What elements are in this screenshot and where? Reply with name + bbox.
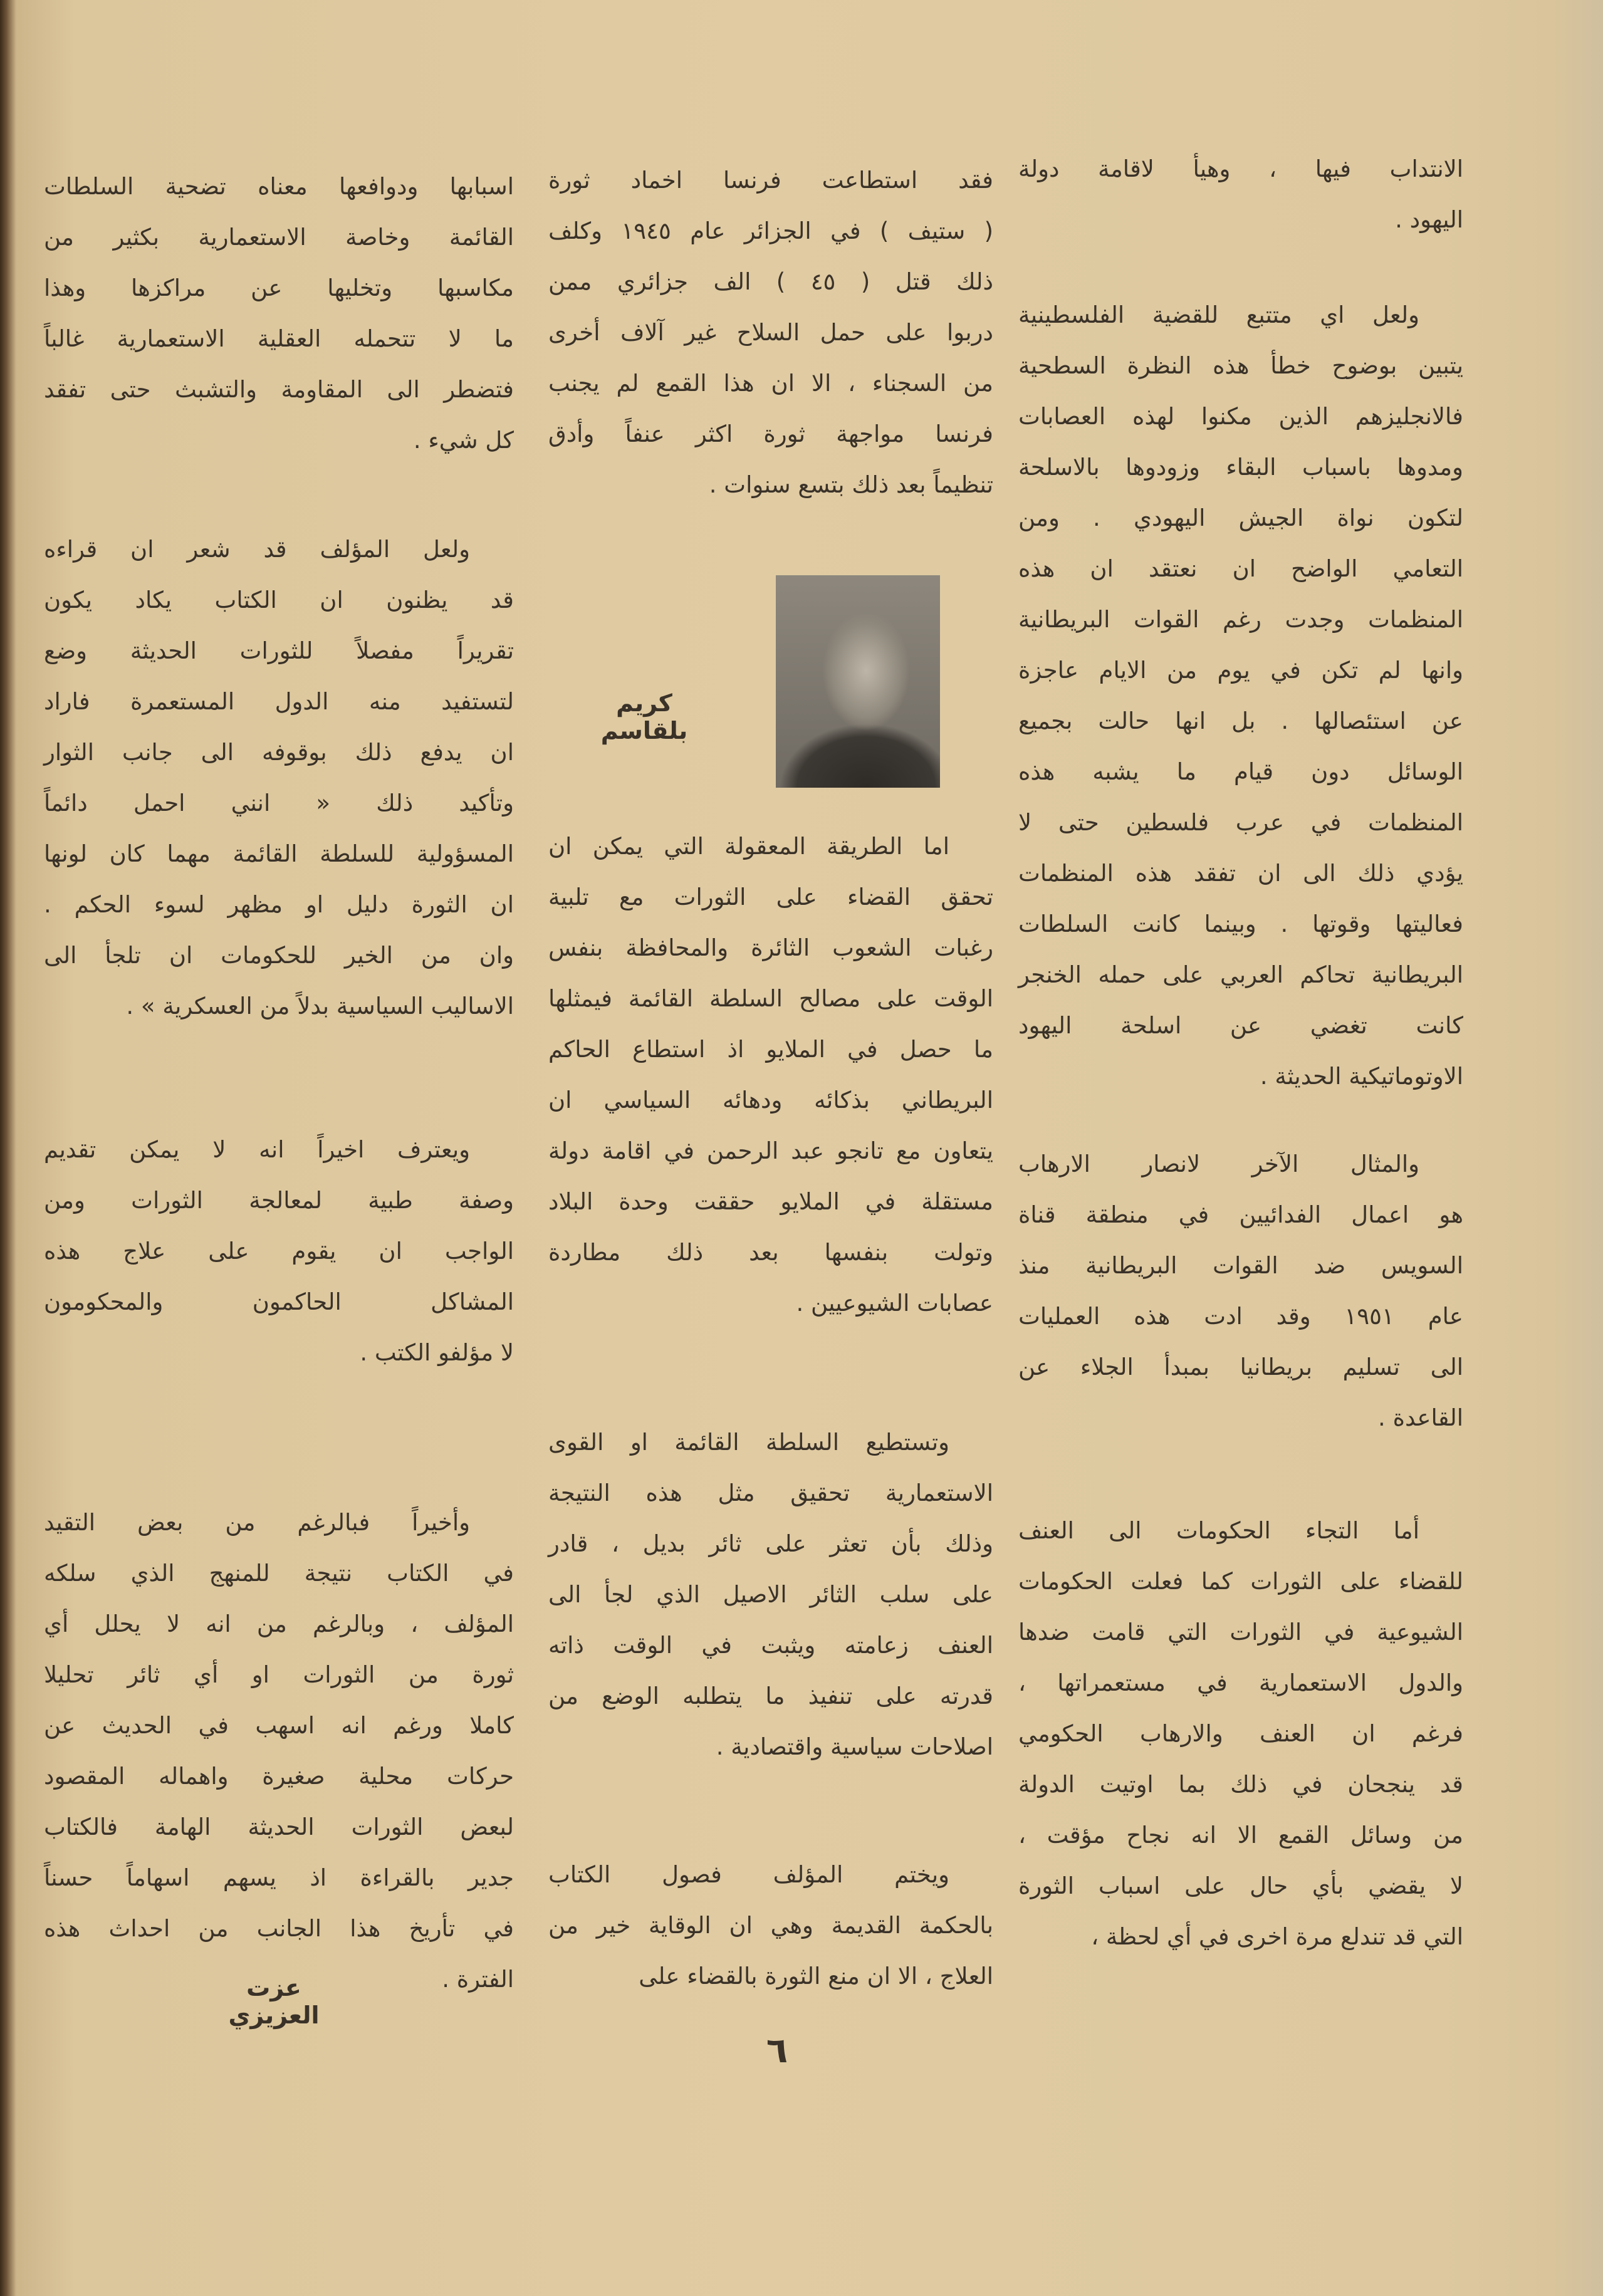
text-line: أما التجاء الحكومات الى العنف xyxy=(1018,1517,1419,1544)
text-line: ذلك قتل ( ٤٥ ) الف جزائري ممن xyxy=(548,268,994,295)
text-line: قدرته على تنفيذ ما يتطلبه الوضع من xyxy=(548,1683,993,1709)
text-line: لبعض الثورات الحديثة الهامة فالكتاب xyxy=(44,1813,514,1840)
text-line: للقضاء على الثورات كما فعلت الحكومات xyxy=(1018,1568,1463,1595)
text-line: الشيوعية في الثورات التي قامت ضدها xyxy=(1018,1619,1463,1646)
photo-caption: كريم بلقاسم xyxy=(600,689,688,744)
text-line: عصابات الشيوعيين . xyxy=(796,1290,993,1317)
paragraph xyxy=(1018,144,1463,245)
text-line: يتعاون مع تانجو عبد الرحمن في اقامة دولة xyxy=(548,1137,993,1164)
text-line: ان الثورة دليل او مظهر لسوء الحكم . xyxy=(44,891,514,918)
text-line: الوسائل دون قيام ما يشبه هذه xyxy=(1018,758,1463,785)
text-line: حركات محلية صغيرة واهماله المقصود xyxy=(44,1763,514,1790)
text-line: دربوا على حمل السلاح غير آلاف أخرى xyxy=(548,319,993,346)
text-line: ان يدفع ذلك بوقوفه الى جانب الثوار xyxy=(44,739,514,766)
paragraph xyxy=(44,1497,514,2005)
text-line: جدير بالقراءة اذ يسهم اسهاماً حسناً xyxy=(44,1864,514,1891)
text-line: ولعل اي متتبع للقضية الفلسطينية xyxy=(1018,301,1419,328)
text-line: العنف زعامته ويثبت في الوقت ذاته xyxy=(548,1632,993,1659)
text-line: لا مؤلفو الكتب . xyxy=(360,1339,514,1366)
text-line: الاستعمارية تحقيق مثل هذه النتيجة xyxy=(548,1479,993,1506)
text-line: كانت تغضي عن اسلحة اليهود xyxy=(1018,1012,1463,1039)
paragraph xyxy=(1018,290,1463,1102)
page-number: ٦ xyxy=(766,2030,788,2071)
text-line: الوقت على مصالح السلطة القائمة فيمثلها xyxy=(548,985,993,1012)
text-line: المؤلف ، وبالرغم من انه لا يحلل أي xyxy=(44,1610,514,1637)
text-line: يؤدي ذلك الى ان تفقد هذه المنظمات xyxy=(1018,860,1463,887)
paragraph xyxy=(548,1417,993,1772)
text-line: وصفة طبية لمعالجة الثورات ومن xyxy=(44,1187,514,1214)
text-line: الواجب ان يقوم على علاج هذه xyxy=(44,1238,514,1265)
text-line: التعامي الواضح ان نعتقد ان هذه xyxy=(1018,555,1463,582)
text-line: ما حصل في الملايو اذ استطاع الحاكم xyxy=(548,1036,993,1063)
text-line: قد يظنون ان الكتاب يكاد يكون xyxy=(44,587,514,613)
text-line: العلاج ، الا ان منع الثورة بالقضاء على xyxy=(639,1963,993,1990)
text-line: السويس ضد القوات البريطانية منذ xyxy=(1018,1252,1463,1279)
text-line: فقد استطاعت فرنسا اخماد ثورة xyxy=(548,167,993,194)
text-line: رغبات الشعوب الثائرة والمحافظة بنفس xyxy=(548,934,993,961)
text-line: في تأريخ هذا الجانب من احداث هذه xyxy=(44,1915,514,1942)
text-line: تنظيماً بعد ذلك بتسع سنوات . xyxy=(709,471,993,498)
text-line: الاوتوماتيكية الحديثة . xyxy=(1260,1063,1463,1090)
paragraph xyxy=(1018,1139,1463,1443)
paragraph xyxy=(1018,1505,1463,1962)
text-line: كل شيء . xyxy=(413,427,514,454)
text-line: المنظمات وجدت رغم القوات البريطانية xyxy=(1018,606,1463,633)
text-line: ولعل المؤلف قد شعر ان قراءه xyxy=(44,536,470,563)
text-line: الفترة . xyxy=(442,1966,514,1993)
text-line: فرغم ان العنف والارهاب الحكومي xyxy=(1018,1720,1463,1747)
text-line: ومدوها باسباب البقاء وزودوها بالاسلحة xyxy=(1018,454,1463,481)
text-line: الانتداب فيها ، وهيأ لاقامة دولة xyxy=(1018,155,1463,182)
text-line: القائمة وخاصة الاستعمارية بكثير من xyxy=(44,224,514,251)
text-line: تقريراً مفصلاً للثورات الحديثة وضع xyxy=(44,637,514,664)
text-line: تحقق القضاء على الثورات مع تلبية xyxy=(548,884,993,911)
text-line: من وسائل القمع الا انه نجاح مؤقت ، xyxy=(1018,1822,1463,1849)
text-line: فعاليتها وقوتها . وبينما كانت السلطات xyxy=(1018,911,1463,937)
text-line: والدول الاستعمارية في مستعمراتها ، xyxy=(1018,1669,1463,1696)
text-line: يتبين بوضوح خطأ هذه النظرة السطحية xyxy=(1018,352,1463,379)
text-line: فتضطر الى المقاومة والتشبث حتى تفقد xyxy=(44,376,514,403)
text-line: والمثال الآخر لانصار الارهاب xyxy=(1018,1151,1419,1177)
text-line: مستقلة في الملايو حققت وحدة البلاد xyxy=(548,1188,993,1215)
text-line: ويختم المؤلف فصول الكتاب xyxy=(548,1861,949,1888)
text-line: وتستطيع السلطة القائمة او القوى xyxy=(548,1429,949,1456)
text-line: بالحكمة القديمة وهي ان الوقاية خير من xyxy=(548,1912,993,1939)
paragraph xyxy=(44,1124,514,1378)
text-line: لتستفيد منه الدول المستعمرة فاراد xyxy=(44,688,514,715)
text-line: وأخيراً فبالرغم من بعض التقيد xyxy=(44,1509,470,1536)
text-line: وان من الخير للحكومات ان تلجأ الى xyxy=(44,942,514,969)
text-line: لتكون نواة الجيش اليهودي . ومن xyxy=(1018,504,1463,531)
text-line: اصلاحات سياسية واقتصادية . xyxy=(716,1733,993,1760)
text-line: لا يقضي بأي حال على اسباب الثورة xyxy=(1018,1872,1463,1899)
text-line: كاملا ورغم انه اسهب في الحديث عن xyxy=(44,1712,514,1739)
text-line: البريطانية تحاكم العربي على حمله الخنجر xyxy=(1018,961,1463,988)
paragraph xyxy=(548,155,993,510)
text-line: القاعدة . xyxy=(1378,1404,1463,1431)
text-line: التي قد تندلع مرة اخرى في أي لحظة ، xyxy=(1091,1923,1463,1950)
paragraph xyxy=(44,161,514,466)
text-line: ثورة من الثورات او أي ثائر تحليلا xyxy=(44,1661,514,1688)
text-line: من السجناء ، الا ان هذا القمع لم يجنب xyxy=(548,370,993,397)
paragraph xyxy=(548,1849,993,2001)
text-line: ويعترف اخيراً انه لا يمكن تقديم xyxy=(44,1136,470,1163)
text-line: هو اعمال الفدائيين في منطقة قناة xyxy=(1018,1201,1463,1228)
text-line: مكاسبها وتخليها عن مراكزها وهذا xyxy=(44,274,514,301)
text-line: وتأكيد ذلك « انني احمل دائماً xyxy=(44,790,514,817)
text-line: الاساليب السياسية بدلاً من العسكرية » . xyxy=(126,993,514,1020)
text-line: عن استئصالها . بل انها حالت بجميع xyxy=(1018,707,1463,734)
text-line: المنظمات في عرب فلسطين حتى لا xyxy=(1018,809,1463,836)
text-line: اليهود . xyxy=(1395,206,1463,233)
text-line: ( ستيف ) في الجزائر عام ١٩٤٥ وكلف xyxy=(548,217,994,244)
text-line: ما لا تتحمله العقلية الاستعمارية غالباً xyxy=(44,325,514,352)
text-line: على سلب الثائر الاصيل الذي لجأ الى xyxy=(548,1581,993,1608)
text-line: اسبابها ودوافعها معناه تضحية السلطات xyxy=(44,173,514,200)
text-line: في الكتاب نتيجة للمنهج الذي سلكه xyxy=(44,1560,514,1587)
text-line: وذلك بأن تعثر على ثائر بديل ، قادر xyxy=(548,1530,993,1557)
paragraph xyxy=(548,821,993,1328)
paragraph xyxy=(44,524,514,1031)
text-line: وتولت بنفسها بعد ذلك مطاردة xyxy=(548,1239,993,1266)
portrait-photo xyxy=(776,575,940,788)
text-line: المسؤولية للسلطة القائمة مهما كان لونها xyxy=(44,840,514,867)
text-line: وانها لم تكن في يوم من الايام عاجزة xyxy=(1018,657,1463,684)
text-line: قد ينجحان في ذلك بما اوتيت الدولة xyxy=(1018,1771,1463,1798)
text-line: فرنسا مواجهة ثورة اكثر عنفاً وأدق xyxy=(548,420,993,447)
text-line: فالانجليزهم الذين مكنوا لهذه العصابات xyxy=(1018,403,1463,430)
text-line: المشاكل الحاكمون والمحكومون xyxy=(44,1288,514,1315)
text-line: البريطاني بذكائه ودهائه السياسي ان xyxy=(548,1087,993,1114)
text-line: اما الطريقة المعقولة التي يمكن ان xyxy=(548,833,949,860)
text-line: الى تسليم بريطانيا بمبدأ الجلاء عن xyxy=(1018,1354,1463,1380)
text-line: عام ١٩٥١ وقد ادت هذه العمليات xyxy=(1018,1303,1463,1330)
author-signature: عزت العزيزي xyxy=(228,1974,320,2029)
